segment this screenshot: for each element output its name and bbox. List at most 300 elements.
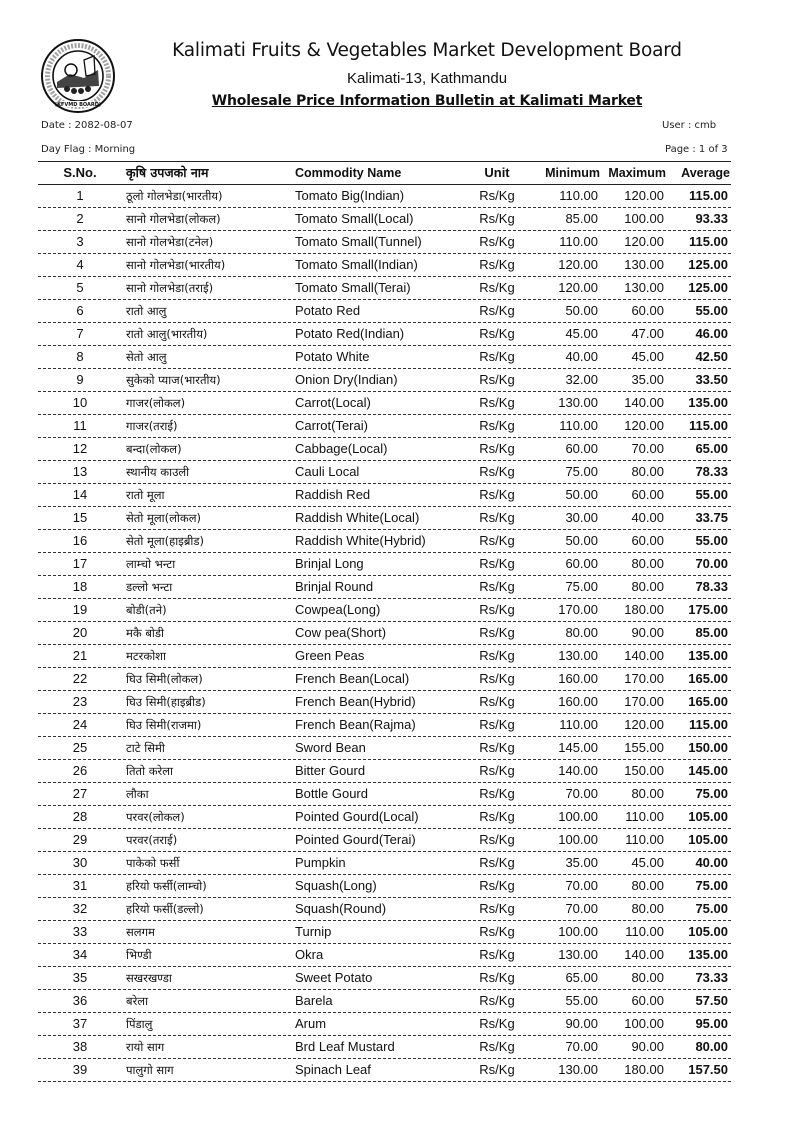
- col-sno-header: S.No.: [63, 165, 97, 180]
- cell-minimum: 100.00: [558, 924, 598, 939]
- table-row: [38, 1059, 731, 1082]
- cell-nepali-name: सानो गोलभेडा(तराई): [126, 281, 214, 295]
- col-nepali-name-header: कृषि उपजको नाम: [126, 165, 209, 180]
- table-row: [38, 668, 731, 691]
- cell-commodity: Tomato Big(Indian): [295, 188, 405, 203]
- cell-average: 78.33: [695, 464, 728, 479]
- cell-minimum: 110.00: [559, 188, 598, 203]
- cell-maximum: 180.00: [624, 602, 664, 617]
- cell-minimum: 70.00: [565, 878, 598, 893]
- cell-unit: Rs/Kg: [479, 234, 515, 249]
- cell-commodity: Sword Bean: [295, 740, 366, 755]
- cell-minimum: 45.00: [565, 326, 598, 341]
- cell-nepali-name: मकै बोडी: [126, 626, 165, 640]
- cell-average: 42.50: [695, 349, 728, 364]
- cell-average: 55.00: [695, 487, 728, 502]
- cell-nepali-name: हरियो फर्सी(डल्लो): [126, 902, 204, 916]
- cell-sno: 12: [72, 441, 88, 456]
- cell-minimum: 130.00: [558, 1062, 598, 1077]
- table-row: [38, 737, 731, 760]
- cell-commodity: Raddish Red: [295, 487, 371, 502]
- cell-average: 33.75: [695, 510, 728, 525]
- cell-sno: 18: [72, 579, 88, 594]
- col-commodity-header: Commodity Name: [295, 166, 402, 180]
- cell-nepali-name: रातो आलु(भारतीय): [126, 327, 208, 341]
- cell-minimum: 170.00: [558, 602, 598, 617]
- cell-nepali-name: रातो आलु: [126, 304, 167, 318]
- page-indicator: Page : 1 of 3: [665, 144, 728, 155]
- table-row: [38, 507, 731, 530]
- cell-sno: 26: [72, 763, 88, 778]
- cell-minimum: 50.00: [565, 303, 598, 318]
- col-average-header: Average: [681, 166, 730, 180]
- cell-unit: Rs/Kg: [479, 602, 515, 617]
- cell-unit: Rs/Kg: [479, 349, 515, 364]
- table-row: [38, 231, 731, 254]
- table-row: [38, 530, 731, 553]
- table-row: [38, 208, 731, 231]
- col-maximum-header: Maximum: [608, 166, 666, 180]
- cell-maximum: 45.00: [631, 855, 664, 870]
- table-header: [38, 161, 731, 185]
- cell-maximum: 140.00: [624, 648, 664, 663]
- cell-commodity: Carrot(Terai): [295, 418, 368, 433]
- cell-maximum: 70.00: [631, 441, 664, 456]
- cell-maximum: 47.00: [631, 326, 664, 341]
- cell-minimum: 80.00: [565, 625, 598, 640]
- cell-average: 75.00: [695, 786, 728, 801]
- cell-minimum: 70.00: [565, 901, 598, 916]
- cell-average: 93.33: [695, 211, 728, 226]
- cell-unit: Rs/Kg: [479, 257, 515, 272]
- table-row: [38, 277, 731, 300]
- cell-maximum: 130.00: [624, 257, 664, 272]
- table-row: [38, 300, 731, 323]
- cell-sno: 36: [72, 993, 88, 1008]
- org-address: Kalimati-13, Kathmandu: [346, 70, 508, 87]
- cell-maximum: 170.00: [624, 671, 664, 686]
- cell-average: 135.00: [688, 947, 728, 962]
- cell-sno: 20: [72, 625, 88, 640]
- cell-average: 135.00: [688, 648, 728, 663]
- cell-sno: 10: [72, 395, 88, 410]
- cell-sno: 9: [76, 372, 84, 387]
- cell-average: 145.00: [688, 763, 728, 778]
- cell-minimum: 55.00: [565, 993, 598, 1008]
- cell-commodity: Okra: [295, 947, 324, 962]
- cell-unit: Rs/Kg: [479, 717, 515, 732]
- table-row: [38, 645, 731, 668]
- cell-unit: Rs/Kg: [479, 533, 515, 548]
- cell-unit: Rs/Kg: [479, 809, 515, 824]
- cell-maximum: 140.00: [624, 395, 664, 410]
- cell-sno: 30: [72, 855, 88, 870]
- cell-unit: Rs/Kg: [479, 671, 515, 686]
- cell-maximum: 80.00: [631, 464, 664, 479]
- cell-minimum: 40.00: [565, 349, 598, 364]
- cell-maximum: 120.00: [624, 188, 664, 203]
- cell-maximum: 140.00: [624, 947, 664, 962]
- cell-sno: 38: [72, 1039, 88, 1054]
- cell-minimum: 60.00: [565, 441, 598, 456]
- cell-maximum: 155.00: [624, 740, 664, 755]
- cell-sno: 39: [72, 1062, 88, 1077]
- cell-minimum: 100.00: [558, 809, 598, 824]
- cell-maximum: 110.00: [625, 809, 664, 824]
- table-row: [38, 714, 731, 737]
- cell-unit: Rs/Kg: [479, 993, 515, 1008]
- table-row: [38, 346, 731, 369]
- table-row: [38, 829, 731, 852]
- cell-nepali-name: गाजर(तराई): [126, 419, 178, 433]
- cell-unit: Rs/Kg: [479, 579, 515, 594]
- cell-commodity: Squash(Long): [295, 878, 377, 893]
- cell-sno: 37: [72, 1016, 88, 1031]
- cell-commodity: Pumpkin: [295, 855, 346, 870]
- bulletin-title: Wholesale Price Information Bulletin at Kalimati Market: [211, 93, 643, 109]
- cell-unit: Rs/Kg: [479, 694, 515, 709]
- table-row: [38, 967, 731, 990]
- cell-commodity: Arum: [295, 1016, 327, 1031]
- cell-minimum: 110.00: [559, 234, 598, 249]
- cell-unit: Rs/Kg: [479, 487, 515, 502]
- cell-maximum: 100.00: [624, 211, 664, 226]
- cell-nepali-name: परवर(लोकल): [126, 810, 185, 824]
- cell-sno: 24: [72, 717, 88, 732]
- cell-nepali-name: सानो गोलभेडा(भारतीय): [126, 258, 226, 272]
- cell-sno: 25: [72, 740, 88, 755]
- cell-nepali-name: बोडी(तने): [126, 603, 167, 617]
- cell-commodity: Potato White: [295, 349, 370, 364]
- cell-sno: 19: [72, 602, 88, 617]
- cell-minimum: 70.00: [565, 1039, 598, 1054]
- cell-sno: 11: [73, 418, 87, 433]
- cell-minimum: 60.00: [565, 556, 598, 571]
- cell-unit: Rs/Kg: [479, 418, 515, 433]
- cell-unit: Rs/Kg: [479, 395, 515, 410]
- cell-maximum: 130.00: [624, 280, 664, 295]
- cell-unit: Rs/Kg: [479, 763, 515, 778]
- cell-commodity: Tomato Small(Terai): [295, 280, 411, 295]
- cell-commodity: Barela: [295, 993, 333, 1008]
- cell-minimum: 100.00: [558, 832, 598, 847]
- cell-minimum: 50.00: [565, 533, 598, 548]
- cell-commodity: Raddish White(Hybrid): [295, 533, 426, 548]
- cell-commodity: Sweet Potato: [295, 970, 373, 985]
- cell-nepali-name: पिंडालु: [126, 1017, 153, 1031]
- cell-minimum: 130.00: [558, 947, 598, 962]
- cell-nepali-name: हरियो फर्सी(लाम्चो): [126, 879, 207, 893]
- cell-maximum: 80.00: [631, 970, 664, 985]
- day-flag: Day Flag : Morning: [41, 144, 136, 155]
- cell-commodity: Raddish White(Local): [295, 510, 420, 525]
- org-title: Kalimati Fruits & Vegetables Market Development Board: [172, 40, 682, 61]
- report-user: User : cmb: [662, 120, 717, 131]
- cell-maximum: 120.00: [624, 717, 664, 732]
- cell-maximum: 60.00: [631, 303, 664, 318]
- cell-sno: 33: [72, 924, 88, 939]
- table-row: [38, 1036, 731, 1059]
- cell-commodity: French Bean(Hybrid): [295, 694, 416, 709]
- cell-nepali-name: सखरखण्डा: [126, 971, 172, 985]
- cell-average: 125.00: [688, 280, 728, 295]
- cell-average: 40.00: [695, 855, 728, 870]
- table-row: [38, 990, 731, 1013]
- cell-commodity: French Bean(Local): [295, 671, 410, 686]
- cell-commodity: Cowpea(Long): [295, 602, 381, 617]
- cell-maximum: 90.00: [631, 1039, 664, 1054]
- cell-commodity: Cow pea(Short): [295, 625, 387, 640]
- cell-sno: 14: [72, 487, 88, 502]
- cell-commodity: Bitter Gourd: [295, 763, 366, 778]
- table-row: [38, 254, 731, 277]
- cell-average: 157.50: [688, 1062, 728, 1077]
- cell-nepali-name: घिउ सिमी(लोकल): [126, 672, 203, 686]
- cell-minimum: 30.00: [565, 510, 598, 525]
- cell-minimum: 130.00: [558, 648, 598, 663]
- cell-commodity: Tomato Small(Tunnel): [295, 234, 422, 249]
- cell-average: 33.50: [695, 372, 728, 387]
- cell-minimum: 145.00: [558, 740, 598, 755]
- col-unit-header: Unit: [484, 165, 510, 180]
- cell-average: 115.00: [688, 418, 728, 433]
- table-row: [38, 760, 731, 783]
- cell-sno: 2: [76, 211, 84, 226]
- cell-sno: 8: [76, 349, 84, 364]
- table-row: [38, 461, 731, 484]
- cell-nepali-name: बरेला: [126, 994, 149, 1008]
- cell-commodity: Squash(Round): [295, 901, 387, 916]
- cell-nepali-name: तितो करेला: [126, 764, 174, 778]
- cell-maximum: 40.00: [631, 510, 664, 525]
- cell-nepali-name: मटरकोशा: [126, 649, 166, 663]
- cell-average: 55.00: [695, 533, 728, 548]
- cell-nepali-name: सेतो आलु: [126, 350, 167, 364]
- cell-sno: 32: [72, 901, 88, 916]
- cell-unit: Rs/Kg: [479, 464, 515, 479]
- table-row: [38, 1013, 731, 1036]
- cell-nepali-name: रातो मूला: [126, 488, 165, 502]
- cell-nepali-name: सेतो मूला(लोकल): [126, 511, 201, 525]
- cell-average: 46.00: [695, 326, 728, 341]
- cell-unit: Rs/Kg: [479, 280, 515, 295]
- table-row: [38, 553, 731, 576]
- cell-sno: 3: [76, 234, 84, 249]
- cell-nepali-name: बन्दा(लोकल): [126, 442, 182, 456]
- cell-minimum: 120.00: [558, 280, 598, 295]
- cell-unit: Rs/Kg: [479, 947, 515, 962]
- cell-maximum: 60.00: [631, 533, 664, 548]
- table-row: [38, 898, 731, 921]
- svg-text:(KFVMD BOARD): (KFVMD BOARD): [54, 102, 102, 108]
- table-row: [38, 392, 731, 415]
- cell-nepali-name: सानो गोलभेडा(लोकल): [126, 212, 221, 226]
- cell-sno: 21: [72, 648, 88, 663]
- table-row: [38, 599, 731, 622]
- cell-average: 175.00: [688, 602, 728, 617]
- table-row: [38, 622, 731, 645]
- cell-nepali-name: लाम्चो भन्टा: [126, 557, 176, 571]
- cell-maximum: 110.00: [625, 832, 664, 847]
- table-row: [38, 806, 731, 829]
- table-row: [38, 852, 731, 875]
- table-row: [38, 369, 731, 392]
- table-row: [38, 691, 731, 714]
- cell-unit: Rs/Kg: [479, 303, 515, 318]
- cell-maximum: 150.00: [624, 763, 664, 778]
- cell-unit: Rs/Kg: [479, 326, 515, 341]
- cell-minimum: 110.00: [559, 418, 598, 433]
- cell-maximum: 120.00: [624, 234, 664, 249]
- cell-nepali-name: सलगम: [126, 925, 155, 939]
- cell-sno: 15: [72, 510, 88, 525]
- cell-average: 75.00: [695, 901, 728, 916]
- cell-minimum: 85.00: [565, 211, 598, 226]
- cell-nepali-name: सेतो मूला(हाइब्रीड): [126, 534, 205, 548]
- cell-nepali-name: टाटे सिमी: [126, 741, 165, 755]
- cell-sno: 23: [72, 694, 88, 709]
- cell-maximum: 80.00: [631, 878, 664, 893]
- table-row: [38, 415, 731, 438]
- cell-minimum: 75.00: [565, 579, 598, 594]
- cell-minimum: 120.00: [558, 257, 598, 272]
- cell-nepali-name: डल्लो भन्टा: [126, 580, 173, 594]
- cell-commodity: Cauli Local: [295, 464, 360, 479]
- cell-commodity: Brinjal Long: [295, 556, 364, 571]
- cell-nepali-name: सानो गोलभेडा(टनेल): [126, 235, 214, 249]
- cell-minimum: 65.00: [565, 970, 598, 985]
- cell-sno: 34: [72, 947, 88, 962]
- cell-sno: 4: [76, 257, 84, 272]
- cell-average: 70.00: [695, 556, 728, 571]
- cell-commodity: Onion Dry(Indian): [295, 372, 398, 387]
- table-row: [38, 875, 731, 898]
- cell-commodity: Spinach Leaf: [295, 1062, 371, 1077]
- cell-sno: 28: [72, 809, 88, 824]
- table-row: [38, 921, 731, 944]
- cell-unit: Rs/Kg: [479, 1062, 515, 1077]
- price-table: [38, 161, 731, 1082]
- cell-unit: Rs/Kg: [479, 441, 515, 456]
- cell-minimum: 90.00: [565, 1016, 598, 1031]
- cell-nepali-name: पालुगो साग: [126, 1063, 174, 1077]
- cell-nepali-name: सुकेको प्याज(भारतीय): [126, 373, 221, 387]
- cell-unit: Rs/Kg: [479, 1039, 515, 1054]
- cell-minimum: 32.00: [565, 372, 598, 387]
- cell-commodity: French Bean(Rajma): [295, 717, 416, 732]
- cell-commodity: Tomato Small(Indian): [295, 257, 418, 272]
- cell-commodity: Turnip: [295, 924, 332, 939]
- table-body: [38, 185, 731, 1082]
- cell-nepali-name: रायो साग: [126, 1040, 165, 1054]
- cell-unit: Rs/Kg: [479, 878, 515, 893]
- table-row: [38, 576, 731, 599]
- cell-average: 73.33: [695, 970, 728, 985]
- cell-maximum: 80.00: [631, 901, 664, 916]
- cell-commodity: Carrot(Local): [295, 395, 371, 410]
- cell-average: 115.00: [688, 717, 728, 732]
- cell-maximum: 110.00: [625, 924, 664, 939]
- cell-average: 125.00: [688, 257, 728, 272]
- cell-unit: Rs/Kg: [479, 901, 515, 916]
- cell-sno: 5: [76, 280, 84, 295]
- cell-minimum: 160.00: [558, 694, 598, 709]
- cell-average: 85.00: [695, 625, 728, 640]
- cell-average: 165.00: [688, 694, 728, 709]
- cell-average: 65.00: [695, 441, 728, 456]
- cell-average: 55.00: [695, 303, 728, 318]
- cell-average: 105.00: [688, 832, 728, 847]
- cell-maximum: 35.00: [631, 372, 664, 387]
- cell-unit: Rs/Kg: [479, 924, 515, 939]
- cell-maximum: 80.00: [631, 786, 664, 801]
- cell-minimum: 75.00: [565, 464, 598, 479]
- col-minimum-header: Minimum: [545, 166, 600, 180]
- cell-average: 115.00: [688, 234, 728, 249]
- cell-nepali-name: घिउ सिमी(राजमा): [126, 718, 202, 732]
- cell-maximum: 100.00: [624, 1016, 664, 1031]
- table-row: [38, 438, 731, 461]
- table-row: [38, 944, 731, 967]
- cell-average: 165.00: [688, 671, 728, 686]
- cell-nepali-name: पाकेको फर्सी: [126, 856, 180, 870]
- cell-unit: Rs/Kg: [479, 740, 515, 755]
- cell-average: 95.00: [695, 1016, 728, 1031]
- cell-minimum: 50.00: [565, 487, 598, 502]
- cell-unit: Rs/Kg: [479, 625, 515, 640]
- cell-maximum: 80.00: [631, 579, 664, 594]
- cell-unit: Rs/Kg: [479, 648, 515, 663]
- cell-maximum: 90.00: [631, 625, 664, 640]
- cell-unit: Rs/Kg: [479, 372, 515, 387]
- cell-minimum: 70.00: [565, 786, 598, 801]
- table-row: [38, 783, 731, 806]
- cell-sno: 31: [72, 878, 88, 893]
- cell-nepali-name: स्थानीय काउली: [126, 465, 190, 479]
- table-row: [38, 185, 731, 208]
- cell-commodity: Brinjal Round: [295, 579, 374, 594]
- cell-nepali-name: परवर(तराई): [126, 833, 178, 847]
- cell-nepali-name: ठूलो गोलभेडा(भारतीय): [126, 189, 223, 203]
- cell-commodity: Potato Red: [295, 303, 361, 318]
- table-row: [38, 484, 731, 507]
- cell-nepali-name: गाजर(लोकल): [126, 396, 186, 410]
- cell-average: 80.00: [695, 1039, 728, 1054]
- report-date: Date : 2082-08-07: [41, 120, 133, 131]
- cell-commodity: Pointed Gourd(Local): [295, 809, 419, 824]
- cell-unit: Rs/Kg: [479, 855, 515, 870]
- cell-sno: 1: [76, 188, 84, 203]
- cell-maximum: 170.00: [624, 694, 664, 709]
- table-row: [38, 323, 731, 346]
- cell-sno: 35: [72, 970, 88, 985]
- cell-average: 78.33: [695, 579, 728, 594]
- cell-commodity: Green Peas: [295, 648, 365, 663]
- cell-average: 150.00: [688, 740, 728, 755]
- cell-sno: 16: [72, 533, 88, 548]
- cell-unit: Rs/Kg: [479, 832, 515, 847]
- cell-nepali-name: लौका: [126, 787, 149, 801]
- cell-nepali-name: भिण्डी: [126, 948, 152, 962]
- cell-sno: 29: [72, 832, 88, 847]
- cell-unit: Rs/Kg: [479, 510, 515, 525]
- cell-sno: 6: [76, 303, 84, 318]
- cell-sno: 7: [76, 326, 84, 341]
- cell-commodity: Tomato Small(Local): [295, 211, 414, 226]
- cell-minimum: 110.00: [559, 717, 598, 732]
- cell-minimum: 140.00: [558, 763, 598, 778]
- cell-maximum: 120.00: [624, 418, 664, 433]
